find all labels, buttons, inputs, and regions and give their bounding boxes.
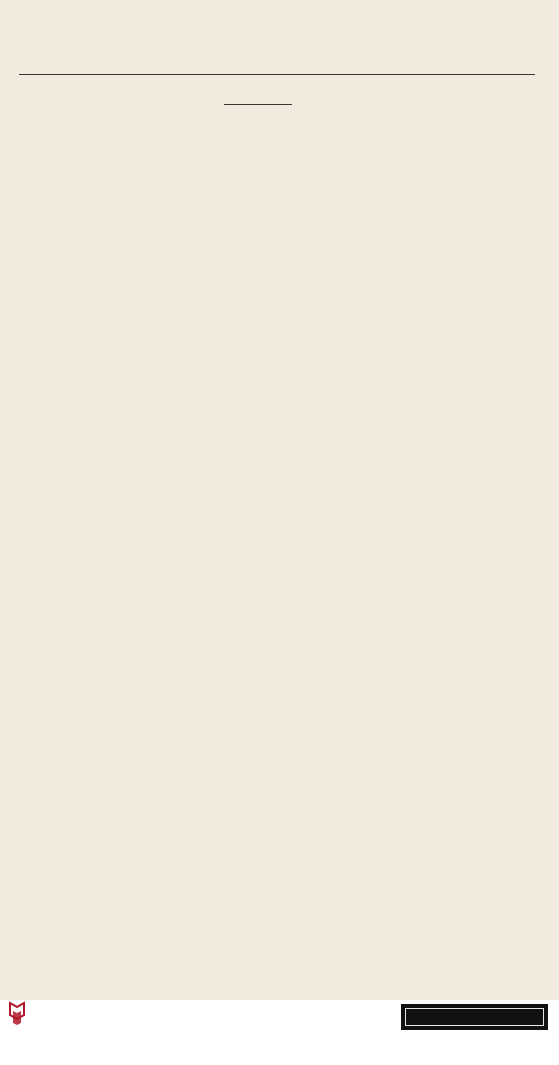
section-divider — [224, 104, 292, 105]
running-header — [19, 50, 535, 75]
page-body — [19, 84, 497, 145]
akademie-logo-text — [405, 1008, 544, 1026]
university-library-logo[interactable] — [7, 1001, 97, 1029]
akademie-logo-badge[interactable] — [401, 1004, 548, 1030]
library-logo-icon — [7, 1001, 27, 1027]
